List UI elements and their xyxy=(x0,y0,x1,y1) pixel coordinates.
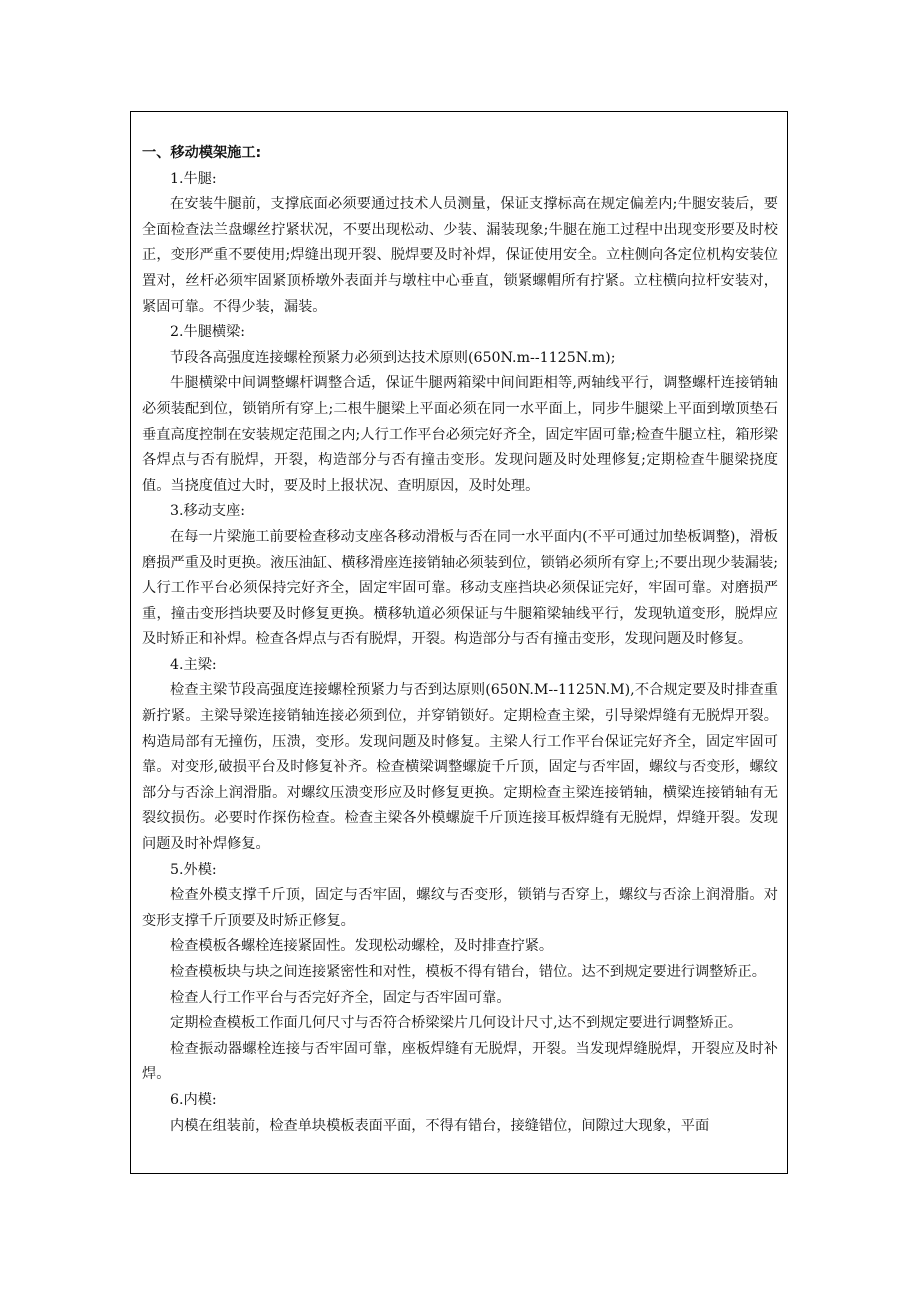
subheading-leg: 1.牛腿: xyxy=(170,170,217,187)
paragraph: 牛腿横梁中间调整螺杆调整合适，保证牛腿两箱梁中间间距相等,两轴线平行，调整螺杆连接销轴必须装配到位，锁销所有穿上;二根牛腿梁上平面必须在同一水平面上，同步牛腿梁上平面到墩顶垫石垂直高度控制在安装规定范围之内;人行工作平台必须完好齐全，固定牢固可靠;检查牛腿立柱，箱形梁各焊点与否有脱焊，开裂，构造部分与否有撞击变形。发现问题及时处理修复;定期检查牛腿梁挠度值。当挠度值过大时，要及时上报状况、查明原因，及时处理。 xyxy=(142,375,778,494)
section-title: 一、移动模架施工: xyxy=(142,145,262,161)
paragraph: 节段各高强度连接螺栓预紧力必须到达技术原则(650N.m--1125N.m); xyxy=(170,349,616,366)
paragraph: 内模在组装前，检查单块模板表面平面，不得有错台，接缝错位，间隙过大现象，平面 xyxy=(170,1117,710,1134)
paragraph: 在安装牛腿前，支撑底面必须要通过技术人员测量，保证支撑标高在规定偏差内;牛腿安装后，要全面检查法兰盘螺丝拧紧状况，不要出现松动、少装、漏装现象;牛腿在施工过程中出现变形要及时校正，变形严重不要使用;焊缝出现开裂、脱焊要及时补焊，保证使用安全。立柱侧向各定位机构安装位置对，丝杆必须牢固紧顶桥墩外表面并与墩柱中心垂直，锁紧螺帽所有拧紧。立柱横向拉杆安装对，紧固可靠。不得少装，漏装。 xyxy=(142,196,778,315)
paragraph: 定期检查模板工作面几何尺寸与否符合桥梁梁片几何设计尺寸,达不到规定要进行调整矫正。 xyxy=(170,1015,743,1032)
subheading-inner-mold: 6.内模: xyxy=(170,1091,217,1108)
paragraph: 检查振动器螺栓连接与否牢固可靠，座板焊缝有无脱焊，开裂。当发现焊缝脱焊，开裂应及时补焊。 xyxy=(142,1040,778,1083)
paragraph: 检查主梁节段高强度连接螺栓预紧力与否到达原则(650N.M--1125N.M),不合规定要及时排查重新拧紧。主梁导梁连接销轴连接必须到位，并穿销锁好。定期检查主梁，引导梁焊缝有无脱焊开裂。构造局部有无撞伤，压溃，变形。发现问题及时修复。主梁人行工作平台保证完好齐全，固定牢固可靠。对变形,破损平台及时修复补齐。检查横梁调整螺旋千斤顶，固定与否牢固，螺纹与否变形，螺纹部分与否涂上润滑脂。对螺纹压溃变形应及时修复更换。定期检查主梁连接销轴，横梁连接销轴有无裂纹损伤。必要时作探伤检查。检查主梁各外模螺旋千斤顶连接耳板焊缝有无脱焊，焊缝开裂。发现问题及时补焊修复。 xyxy=(142,682,778,853)
subheading-leg-beam: 2.牛腿横梁: xyxy=(170,324,246,341)
document-frame xyxy=(130,111,788,1174)
subheading-main-beam: 4.主梁: xyxy=(170,656,217,673)
paragraph: 检查外模支撑千斤顶，固定与否牢固，螺纹与否变形，锁销与否穿上，螺纹与否涂上润滑脂。对变形支撑千斤顶要及时矫正修复。 xyxy=(142,887,778,929)
subheading-outer-mold: 5.外模: xyxy=(170,861,217,878)
document-body xyxy=(142,141,778,1139)
paragraph: 检查人行工作平台与否完好齐全，固定与否牢固可靠。 xyxy=(170,989,511,1006)
paragraph: 在每一片梁施工前要检查移动支座各移动滑板与否在同一水平面内(不平可通过加垫板调整)，滑板磨损严重及时更换。液压油缸、横移滑座连接销轴必须装到位，锁销必须所有穿上;不要出现少装漏装;人行工作平台必须保持完好齐全，固定牢固可靠。移动支座挡块必须保证完好，牢固可靠。对磨损严重，撞击变形挡块要及时修复更换。横移轨道必须保证与牛腿箱梁轴线平行，发现轨道变形，脱焊应及时矫正和补焊。检查各焊点与否有脱焊，开裂。构造部分与否有撞击变形，发现问题及时修复。 xyxy=(142,528,778,648)
subheading-moving-support: 3.移动支座: xyxy=(170,503,246,520)
paragraph: 检查模板各螺栓连接紧固性。发现松动螺栓，及时排查拧紧。 xyxy=(170,938,554,955)
paragraph: 检查模板块与块之间连接紧密性和对性，模板不得有错台，错位。达不到规定要进行调整矫正。 xyxy=(170,964,766,980)
